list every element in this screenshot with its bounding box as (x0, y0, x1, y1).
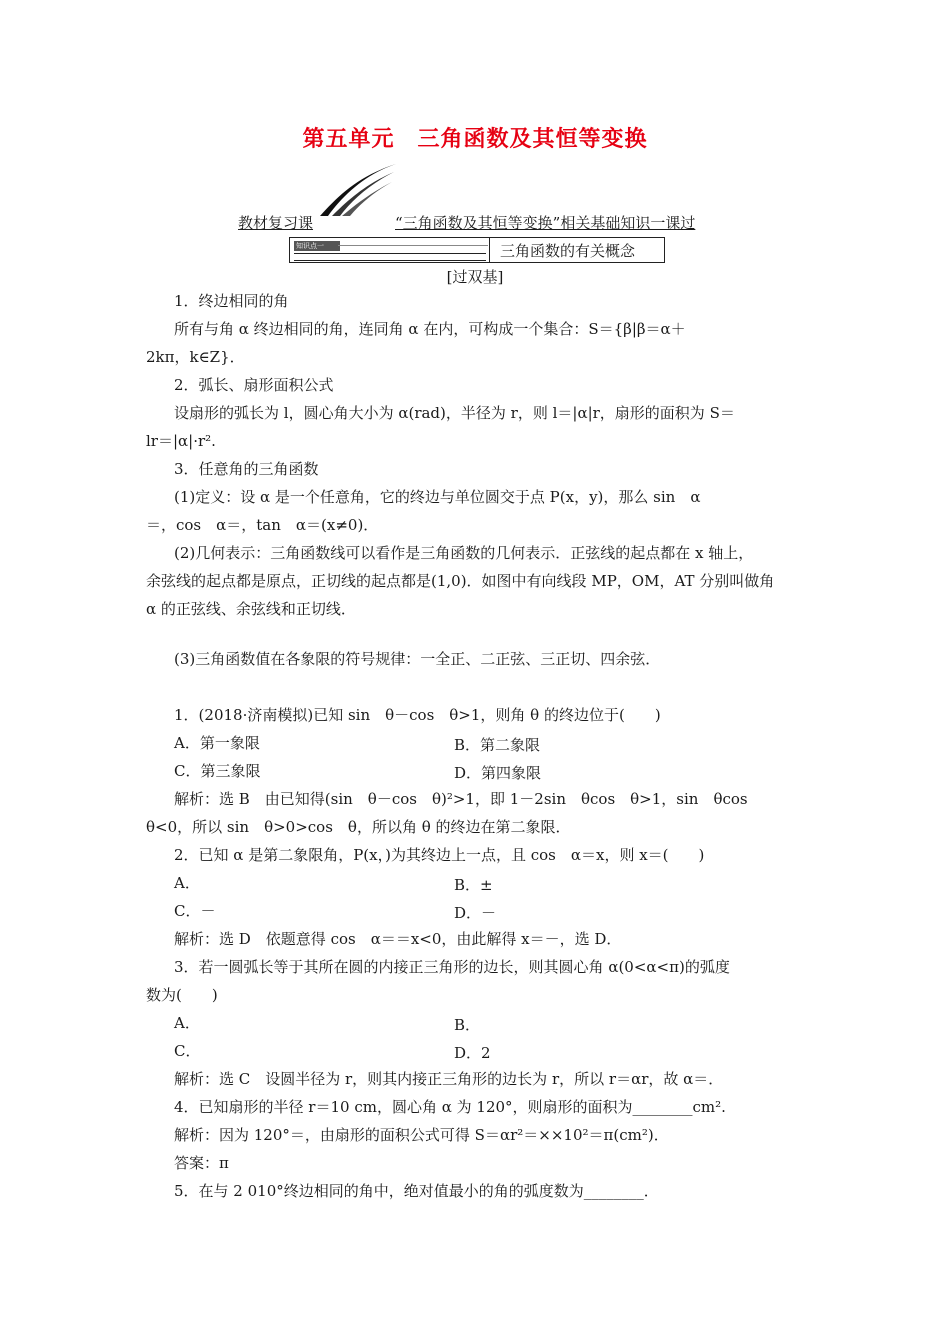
heading-1: 1．终边相同的角 (174, 292, 289, 310)
box-divider (489, 238, 490, 262)
solution-line: 解析：选 B 由已知得(sin θ－cos θ)²>1，即 1－2sin θcos θ>1，sin θcos (174, 790, 748, 808)
heading-3: 3．任意角的三角函数 (174, 460, 319, 478)
text-line: (2)几何表示：三角函数线可以看作是三角函数的几何表示．正弦线的起点都在 x 轴上， (174, 544, 754, 562)
question-1-stem: 1．(2018·济南模拟)已知 sin θ－cos θ>1，则角 θ 的终边位于( ) (174, 706, 661, 724)
question-2-stem: 2．已知 α 是第二象限角，P(x，)为其终边上一点，且 cos α＝x，则 x＝( ) (174, 846, 705, 864)
knowledge-point-title: 三角函数的有关概念 (500, 242, 636, 260)
section-left-label: 教材复习课 (238, 214, 314, 232)
text-line: 设扇形的弧长为 l，圆心角大小为 α(rad)，半径为 r，则 l＝|α|r，扇形的面积为 S＝ (174, 404, 735, 422)
question-5-stem: 5．在与 2 010°终边相同的角中，绝对值最小的角的弧度数为________． (174, 1182, 659, 1200)
option-c: C．－ (174, 902, 216, 920)
option-d: D．2 (454, 1044, 491, 1062)
text-line: α 的正弦线、余弦线和正切线． (146, 600, 356, 618)
solution-line: 解析：选 C 设圆半径为 r，则其内接正三角形的边长为 r，所以 r＝αr，故 α＝． (174, 1070, 724, 1088)
question-3-stem-cont: 数为( ) (146, 986, 218, 1004)
heading-2: 2．弧长、扇形面积公式 (174, 376, 334, 394)
page-title: 第五单元 三角函数及其恒等变换 (302, 127, 648, 152)
option-a: A． (174, 1014, 200, 1032)
solution-line: θ<0，所以 sin θ>0>cos θ，所以角 θ 的终边在第二象限． (146, 818, 571, 836)
option-c: C．第三象限 (174, 762, 261, 780)
question-4-stem: 4．已知扇形的半径 r＝10 cm，圆心角 α 为 120°，则扇形的面积为________cm². (174, 1098, 726, 1116)
section-header (238, 212, 748, 234)
text-line: 所有与角 α 终边相同的角，连同角 α 在内，可构成一个集合：S＝{β|β＝α＋ (174, 320, 686, 338)
text-line: ＝，cos α＝，tan α＝(x≠0)． (146, 516, 379, 534)
option-a: A．第一象限 (174, 734, 260, 752)
option-b: B．第二象限 (454, 736, 541, 754)
swoosh-decoration-icon (318, 160, 398, 220)
text-line: 余弦线的起点都是原点，正切线的起点都是(1,0)．如图中有向线段 MP，OM，AT 分别叫做角 (146, 572, 775, 590)
answer-line: 答案：π (174, 1154, 229, 1172)
option-b: B．± (454, 876, 493, 894)
knowledge-point-tag: 知识点一 (294, 241, 340, 251)
option-c: C． (174, 1042, 201, 1060)
option-a: A． (174, 874, 200, 892)
sub-section-tag: [过双基] (446, 268, 504, 286)
text-line: (3)三角函数值在各象限的符号规律：一全正、二正弦、三正切、四余弦． (174, 650, 661, 668)
option-d: D．第四象限 (454, 764, 542, 782)
tag-rule (338, 245, 488, 246)
tag-bar (294, 253, 486, 261)
knowledge-point-box (289, 237, 665, 263)
option-d: D．－ (454, 904, 497, 922)
question-3-stem: 3．若一圆弧长等于其所在圆的内接正三角形的边长，则其圆心角 α(0<α<π)的弧度 (174, 958, 730, 976)
text-line: (1)定义：设 α 是一个任意角，它的终边与单位圆交于点 P(x，y)，那么 sin α (174, 488, 701, 506)
section-right-label: “三角函数及其恒等变换”相关基础知识一课过 (395, 214, 696, 232)
text-line: lr＝|α|·r². (146, 432, 216, 450)
solution-line: 解析：因为 120°＝，由扇形的面积公式可得 S＝αr²＝××10²＝π(cm²)． (174, 1126, 669, 1144)
text-line: 2kπ，k∈Z}． (146, 348, 245, 366)
option-b: B． (454, 1016, 481, 1034)
solution-line: 解析：选 D 依题意得 cos α＝＝x<0，由此解得 x＝－，选 D． (174, 930, 622, 948)
